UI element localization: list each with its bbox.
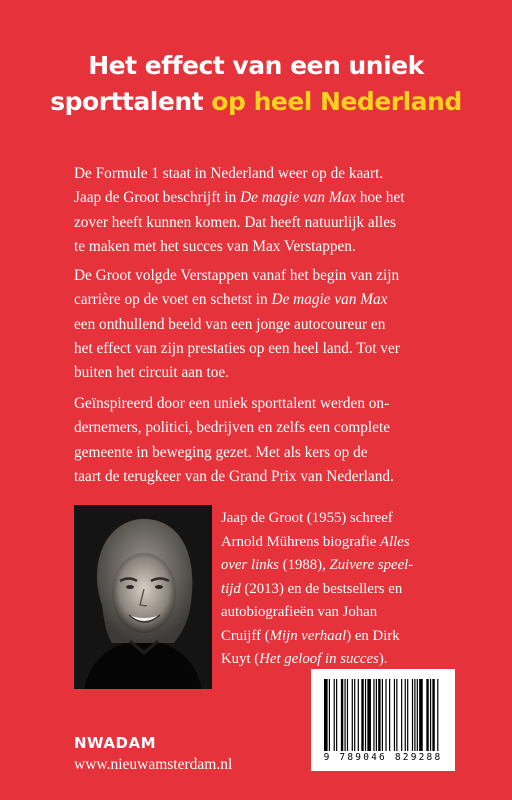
bio-text: ) en Dirk xyxy=(346,627,400,644)
barcode-bar xyxy=(341,679,343,751)
bio-text: Kuyt ( xyxy=(221,651,260,667)
bio-text: ). xyxy=(378,651,388,667)
author-photo xyxy=(74,505,212,689)
barcode-bar xyxy=(401,679,402,751)
headline-line-1: Het effect van een uniek xyxy=(88,51,424,80)
publisher-url: www.nieuwamsterdam.nl xyxy=(74,756,233,773)
barcode-bar xyxy=(358,679,359,751)
barcode-bar xyxy=(385,679,386,751)
barcode-bar xyxy=(324,679,328,751)
barcode-bar xyxy=(419,679,423,751)
bio-title: over links xyxy=(221,557,279,573)
barcode-bar xyxy=(334,679,335,751)
barcode-bar xyxy=(347,679,348,751)
isbn-number: 9 789046 829288 xyxy=(323,752,443,763)
bio-text: Cruijff ( xyxy=(221,627,270,644)
barcode-bar xyxy=(329,679,330,751)
intro-line-1: De Formule 1 staat in Nederland weer op de kaart. xyxy=(74,165,384,182)
bio-line-5: autobiografieën van Johan xyxy=(221,604,378,620)
author-portrait-illustration xyxy=(74,505,212,689)
book-title: De magie van Max xyxy=(240,189,357,207)
barcode-bar xyxy=(412,679,413,751)
barcode-bar xyxy=(405,679,406,751)
barcode-bar xyxy=(376,679,377,751)
barcode-bar xyxy=(414,679,415,751)
intro-line-2 xyxy=(74,186,442,210)
intro-line-4: te maken met het succes van Max Verstappen. xyxy=(74,237,356,255)
paragraph-career xyxy=(74,264,442,385)
career-line-1: De Groot volgde Verstappen vanaf het begin van zijn xyxy=(74,267,400,284)
bio-line-7 xyxy=(221,648,442,672)
barcode-bar xyxy=(407,679,408,751)
barcode-bar xyxy=(382,679,383,751)
career-line-2 xyxy=(74,288,442,312)
barcode xyxy=(311,669,455,771)
bio-line-3 xyxy=(221,554,442,578)
barcode-bar xyxy=(432,679,434,751)
barcode-bar xyxy=(437,679,438,751)
barcode-bar xyxy=(354,679,355,751)
impact-line-2: dernemers, politici, bedrijven en zelfs een complete xyxy=(74,419,391,437)
barcode-bar xyxy=(426,679,428,751)
impact-line-4: taart de terugkeer van de Grand Prix van Nederland. xyxy=(74,467,394,485)
barcode-bar xyxy=(378,679,380,751)
headline-line-2 xyxy=(0,84,512,120)
barcode-bar xyxy=(389,679,390,751)
bio-title: Alles xyxy=(380,533,410,550)
career-line-4: het effect van zijn prestaties op een heel land. Tot ver xyxy=(74,339,400,357)
bio-line-4 xyxy=(221,578,442,602)
barcode-bar xyxy=(394,679,395,751)
paragraph-impact xyxy=(74,392,442,489)
impact-line-3: gemeente in beweging gezet. Met als kers op de xyxy=(74,443,368,461)
barcode-bar xyxy=(365,679,366,751)
career-line-3: een onthullend beeld van een jonge autocoureur en xyxy=(74,315,386,333)
intro-text: hoe het xyxy=(356,189,405,207)
barcode-bar xyxy=(336,679,337,751)
author-bio xyxy=(221,507,442,672)
bio-title: Mijn verhaal xyxy=(269,627,347,644)
barcode-bar xyxy=(373,679,374,751)
barcode-bar xyxy=(361,679,363,751)
publisher-logo: NWADAM xyxy=(74,734,157,752)
bio-title: Het geloof in succes xyxy=(259,651,379,667)
headline xyxy=(0,48,512,120)
bio-text: (1988), xyxy=(278,557,330,573)
barcode-bar xyxy=(344,679,345,751)
barcode-bar xyxy=(352,679,353,751)
career-line-5: buiten het circuit aan toe. xyxy=(74,364,230,382)
impact-line-1: Geïnspireerd door een uniek sporttalent werden on- xyxy=(74,395,390,412)
paragraph-intro xyxy=(74,162,442,259)
intro-text: Jaap de Groot beschrijft in xyxy=(74,189,241,207)
barcode-bar xyxy=(417,679,418,751)
intro-line-3: zover heeft kunnen komen. Dat heeft natuurlijk alles xyxy=(74,213,396,231)
career-text: carrière op de voet en schetst in xyxy=(74,291,272,309)
barcode-bar xyxy=(430,679,431,751)
barcode-bar xyxy=(367,679,371,751)
headline-sporttalent: sporttalent xyxy=(50,87,204,116)
bio-text: (2013) en de bestsellers en xyxy=(240,580,403,597)
bio-title: Zuivere speel- xyxy=(329,557,414,573)
bio-line-6 xyxy=(221,625,442,649)
bio-title: tijd xyxy=(221,580,241,597)
bio-text: Arnold Mührens biografie xyxy=(221,533,381,550)
book-title: De magie van Max xyxy=(271,291,388,309)
barcode-bar xyxy=(396,679,397,751)
headline-accent: op heel Nederland xyxy=(211,87,462,116)
bio-line-2 xyxy=(221,531,442,555)
bio-line-1: Jaap de Groot (1955) schreef xyxy=(221,510,393,526)
